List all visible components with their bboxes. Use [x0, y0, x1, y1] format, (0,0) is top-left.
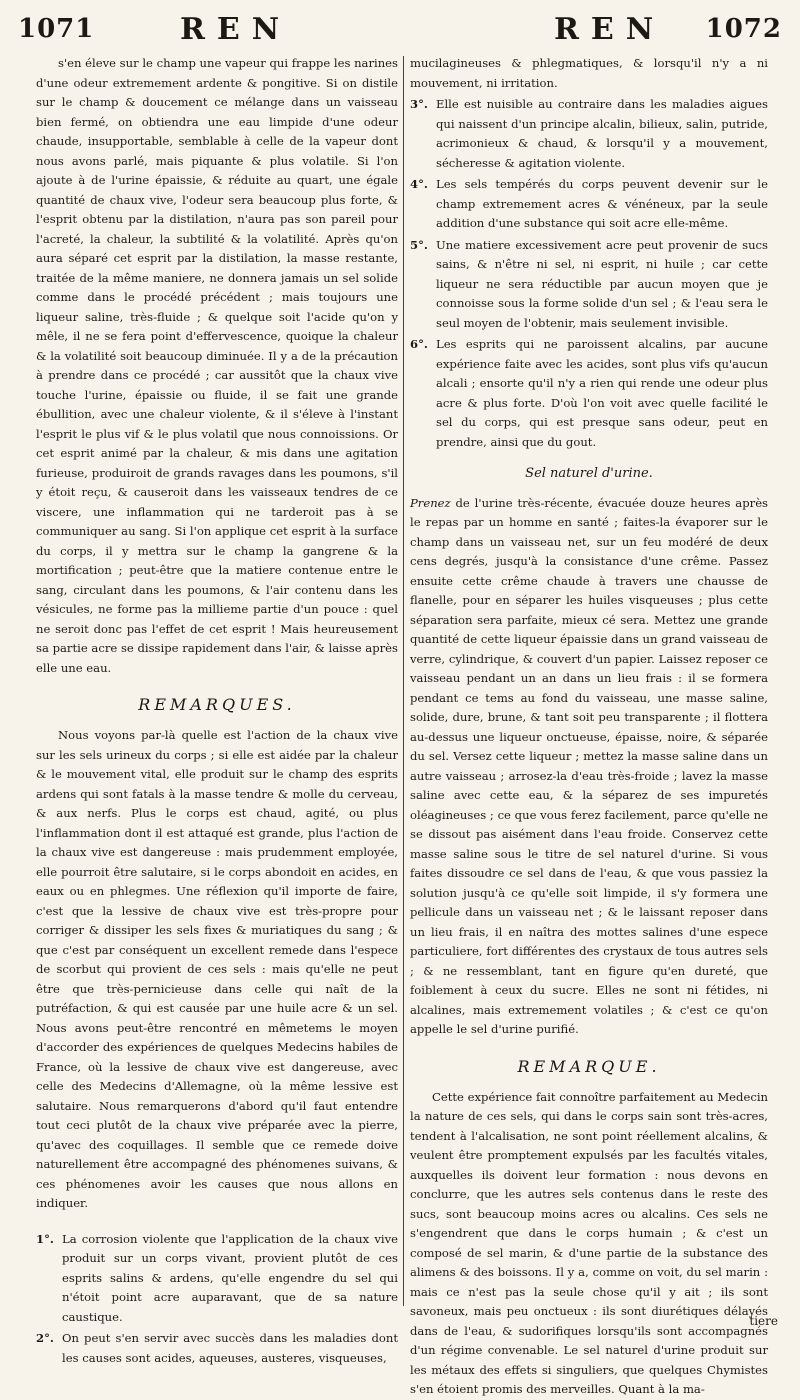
numbered-item	[36, 1329, 398, 1368]
item-number: 2°.	[36, 1331, 54, 1345]
section-subtitle: Sel naturel d'urine.	[525, 466, 653, 481]
item-text: Une matiere excessivement acre peut provenir de sucs sains, & n'être ni sel, ni esprit, ni huile ; car cette liqueur ne sera réductible par aucun moyen que je connoisse sous la forme solide d'un sel ; & l'eau sera le seul moyen de l'obtenir, mais seulement invisible.	[436, 237, 768, 330]
item-number: 3°.	[410, 97, 428, 111]
remarque-heading: REMARQUE.	[517, 1056, 661, 1076]
item-number: 6°.	[410, 337, 428, 351]
numbered-item	[410, 236, 768, 334]
paragraph-recipe	[410, 494, 768, 1040]
column-divider	[403, 56, 404, 1306]
recipe-lead-word: Prenez	[410, 495, 451, 510]
item-text: Les sels tempérés du corps peuvent devenir sur le champ extremement acres & vénéneux, par la seule addition d'une substance qui soit acre elle-même.	[436, 177, 768, 230]
item-text: Les esprits qui ne paroissent alcalins, par aucune expérience faite avec les acides, sont plus vifs qu'aucun alcali ; ensorte qu'il n'y a rien qui rende une odeur plus acre & plus forte. D'où l'on voit avec quelle facilité le sel du corps, qui est presque sans odeur, peut en prendre, ainsi que du gout.	[436, 337, 768, 449]
running-head-right: REN	[554, 12, 666, 47]
page-number-right: 1072	[705, 14, 782, 44]
right-column	[410, 54, 768, 1400]
paragraph-continued: mucilagineuses & phlegmatiques, & lorsqu'il n'y a ni mouvement, ni irritation.	[410, 56, 768, 90]
remarques-heading: REMARQUES.	[138, 695, 296, 714]
numbered-item	[410, 335, 768, 452]
paragraph-remarques: Nous voyons par-là quelle est l'action de la chaux vive sur les sels urineux du corps ; si elle est aidée par la chaleur & le mouvement vital, elle produit sur le champ des esprits ardens qui sont fatals à la masse tendre & molle du cerveau, & aux nerfs. Plus le corps est chaud, agité, ou plus l'inflammation dont il est attaqué est grande, plus l'action de la chaux vive est dangereuse : mais prudemment employée, elle pourroit être salutaire, si le corps abondoit en acides, en eaux ou en phlegmes. Une réflexion qu'il importe de faire, c'est que la lessive de chaux vive est très-propre pour corriger & dissiper les sels fixes & muriatiques du sang ; & que c'est par conséquent un excellent remede dans l'espece de scorbut qui provient de ces sels : mais qu'elle ne peut être que très-pernicieuse dans celle qui naît de la putréfaction, & qui est causée par une huile acre & un sel. Nous avons peut-être rencontré en mêmetems le moyen d'accorder des expériences de quelques Medecins habiles de France, où la lessive de chaux vive est dangereuse, avec celle des Medecins d'Allemagne, où la même lessive est salutaire. Nous remarquerons d'abord qu'il faut entendre tout ceci plutôt de la chaux vive préparée avec la pierre, qu'avec des coquillages. Il semble que ce remede doive naturellement être accompagné des phénomenes suivans, & ces phénomenes avoir les causes que nous allons en indiquer.	[36, 728, 398, 1210]
paragraph-intro: s'en éleve sur le champ une vapeur qui frappe les narines d'une odeur extremement ardente & pongitive. Si on distile sur le champ & doucement ce mélange dans un vaisseau bien fermé, on obtiendra une eau limpide d'une odeur chaude, insupportable, semblable à celle de la vapeur dont nous avons parlé, mais piquante & plus volatile. Si l'on ajoute à de l'urine épaissie, & réduite au quart, une égale quantité de chaux vive, l'odeur sera beaucoup plus forte, & l'esprit obtenu par la distilation, n'aura pas son pareil pour l'acreté, la chaleur, la subtilité & la volatilité. Après qu'on aura séparé cet esprit par la distilation, la masse restante, traitée de la même maniere, ne donnera jamais un sel solide comme dans le procédé précédent ; mais toujours une liqueur saline, très-fluide ; & quelque soit l'acide qu'on y mêle, il ne se fera point d'effervescence, quoique la chaleur & la volatilité soit beaucoup diminuée. Il y a de la précaution à prendre dans ce procédé ; car aussitôt que la chaux vive touche l'urine, épaissie ou fluide, il se fait une grande ébullition, avec une chaleur violente, & il s'éleve à l'instant l'esprit le plus vif & le plus volatil que nous connoissions. Or cet esprit animé par la chaleur, & mis dans une agitation furieuse, produiroit de grands ravages dans les poumons, s'il y étoit reçu, & causeroit dans les vaisseaux tendres de ce viscere, une inflammation qui ne tarderoit pas à se communiquer au sang. Si l'on applique cet esprit à la surface du corps, il y mettra sur le champ la gangrene & la mortification ; peut-être que la matiere contenue entre le sang, circulant dans les poumons, & l'air contenu dans les vésicules, ne forme pas la millieme partie d'un pouce : quel ne seroit donc pas l'effet de cet esprit ! Mais heureusement sa partie acre se dissipe rapidement dans l'air, & laisse après elle une eau.	[36, 56, 398, 675]
item-text: Elle est nuisible au contraire dans les maladies aigues qui naissent d'un principe alcalin, bilieux, salin, putride, acrimonieux & chaud, & lorsqu'il y a mouvement, sécheresse & agitation violente.	[436, 97, 768, 170]
numbered-item	[36, 1230, 398, 1328]
item-text: La corrosion violente que l'application de la chaux vive produit sur un corps vivant, provient plutôt de ces esprits salins & ardens, qu'elle engendre du sel qui n'étoit point acre auparavant, que de sa nature caustique.	[62, 1231, 398, 1324]
item-number: 1°.	[36, 1231, 54, 1246]
left-column	[36, 54, 398, 1368]
numbered-item	[410, 95, 768, 173]
numbered-item	[410, 175, 768, 234]
item-number: 5°.	[410, 237, 428, 252]
page-header	[18, 10, 782, 50]
item-text: On peut s'en servir avec succès dans les maladies dont les causes sont acides, aqueuses, austeres, visqueuses,	[62, 1331, 398, 1365]
catchword: tiere	[749, 1314, 778, 1328]
paragraph-remarque: Cette expérience fait connoître parfaitement au Medecin la nature de ces sels, qui dans le corps sain sont très-acres, tendent à l'alcalisation, ne sont point réellement alcalins, & veulent être promptement expulsés par les facultés vitales, auxquelles ils doivent leur formation : nous devons en conclurre, que les autres sels contenus dans le reste des sucs, sont beaucoup moins acres ou alcalins. Ces sels ne s'engendrent que dans le corps humain ; & c'est un composé de sel marin, & d'une partie de la substance des alimens & des boissons. Il y a, comme on voit, du sel marin : mais ce n'est pas la seule chose qu'il y ait ; ils sont savoneux, mais peu onctueux : ils sont diurétiques délayés dans de l'eau, & sudorifiques lorsqu'ils sont accompagnés d'un régime convenable. Le sel naturel d'urine produit sur les métaux des effets si singuliers, que quelques Chymistes s'en étoient promis des merveilles. Quant à la ma-	[410, 1089, 768, 1396]
running-head-left: REN	[180, 12, 292, 47]
page-number-left: 1071	[18, 14, 95, 44]
recipe-text: de l'urine très-récente, évacuée douze heures après le repas par un homme en santé ; faites-la évaporer sur le champ dans un vaisseau net, sur un feu modéré de deux cens degrés, jusqu'à la consistance d'une crême. Passez ensuite cette crême chaude à travers une chausse de flanelle, pour en séparer les huiles visqueuses ; plus cette séparation sera parfaite, mieux cé sera. Mettez une grande quantité de cette liqueur épaissie dans un grand vaisseau de verre, cylindrique, & couvert d'un papier. Laissez reposer ce vaisseau pendant un an dans un lieu frais : il se formera pendant ce tems au fond du vaisseau, une masse saline, solide, dure, brune, & tant soit peu transparente ; il flottera au-dessus une liqueur onctueuse, épaisse, noire, & séparée du sel. Versez cette liqueur ; mettez la masse saline dans un autre vaisseau ; arrosez-la d'eau très-froide ; lavez la masse saline avec cette eau, & la séparez de ses impuretés oléagineuses ; ce que vous ferez facilement, parce qu'elle ne se dissout pas aisément dans l'eau froide. Conservez cette masse saline sous le titre de sel naturel d'urine. Si vous faites dissoudre ce sel dans de l'eau, & que vous passiez la solution jusqu'à ce qu'elle soit limpide, il s'y formera une pellicule dans un vaisseau net ; & le laissant reposer dans un lieu frais, il en naîtra des mottes salines d'une espece particuliere, fort différentes des crystaux de tous autres sels ; & ne ressemblant, tant en figure qu'en dureté, que foiblement à ceux du sucre. Elles ne sont ni fétides, ni alcalines, mais extremement volatiles ; & c'est ce qu'on appelle le sel d'urine purifié.	[410, 495, 768, 1036]
item-number: 4°.	[410, 177, 428, 191]
